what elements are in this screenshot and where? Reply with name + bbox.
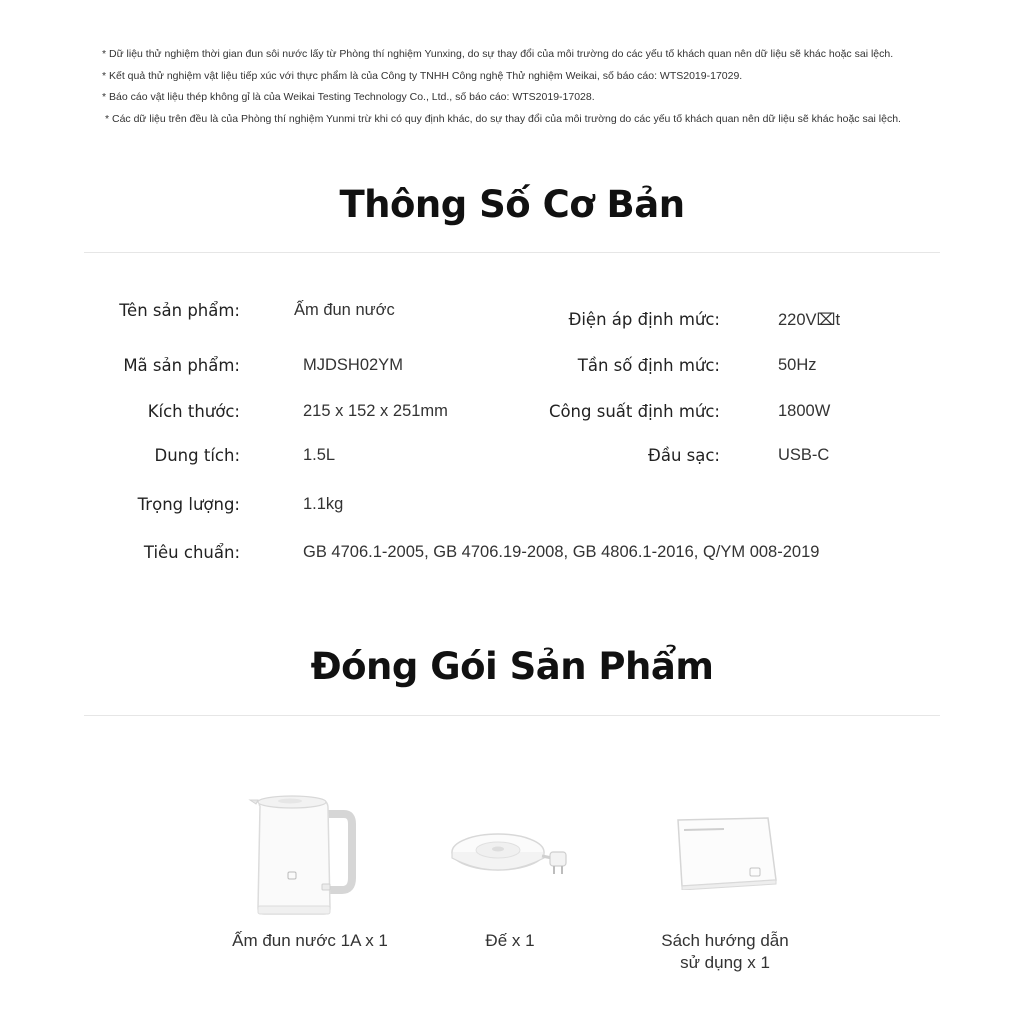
package-title: Đóng Gói Sản Phẩm bbox=[310, 645, 714, 688]
spec-value-capacity: 1.5L bbox=[303, 446, 336, 464]
specs-divider bbox=[84, 252, 940, 253]
footnote: * Dữ liệu thử nghiệm thời gian đun sôi nước lấy từ Phòng thí nghiệm Yunxing, do sự thay đổi của môi trường do các yếu tố khách quan nên dữ liệu sẽ khác hoặc sai lệch. bbox=[102, 48, 894, 60]
spec-label-connector: Đầu sạc: bbox=[648, 446, 720, 465]
spec-label-voltage: Điện áp định mức: bbox=[568, 310, 720, 329]
spec-value-power: 1800W bbox=[778, 402, 831, 420]
footnote: * Các dữ liệu trên đều là của Phòng thí nghiệm Yunmi trừ khi có quy định khác, do sự thay đổi của môi trường do các yếu tố khách quan nên dữ liệu sẽ khác hoặc sai lệch. bbox=[105, 112, 901, 125]
package-caption-manual bbox=[630, 930, 820, 974]
footnote: * Báo cáo vật liệu thép không gỉ là của Weikai Testing Technology Co., Ltd., số báo cáo: WTS2019-17028. bbox=[102, 91, 595, 103]
spec-label-dimensions: Kích thước: bbox=[147, 402, 240, 421]
spec-value-voltage: 220V⌧t bbox=[778, 311, 841, 329]
spec-value-model: MJDSH02YM bbox=[303, 356, 403, 374]
footnotes bbox=[102, 44, 982, 130]
spec-label-standard: Tiêu chuẩn: bbox=[143, 543, 240, 562]
specs-title: Thông Số Cơ Bản bbox=[339, 183, 685, 226]
package-divider bbox=[84, 715, 940, 716]
manual-book-icon bbox=[674, 816, 780, 895]
kettle-base-icon bbox=[448, 822, 576, 887]
spec-label-power: Công suất định mức: bbox=[548, 402, 720, 421]
spec-label-frequency: Tần số định mức: bbox=[577, 356, 720, 375]
spec-value-standard: GB 4706.1-2005, GB 4706.19-2008, GB 4806.1-2016, Q/YM 008-2019 bbox=[303, 543, 820, 561]
spec-label-model: Mã sản phẩm: bbox=[123, 356, 240, 375]
spec-value-product-name: Ấm đun nước bbox=[294, 301, 395, 319]
footnote: * Kết quả thử nghiệm vật liệu tiếp xúc với thực phẩm là của Công ty TNHH Công nghệ Thử nghiệm Weikai, số báo cáo: WTS2019-17029. bbox=[102, 69, 743, 82]
package-caption-manual-line1: Sách hướng dẫn bbox=[661, 931, 789, 950]
spec-value-frequency: 50Hz bbox=[778, 356, 817, 374]
kettle-icon bbox=[248, 790, 360, 923]
spec-value-connector: USB-C bbox=[778, 446, 830, 464]
spec-label-capacity: Dung tích: bbox=[154, 446, 240, 465]
package-caption-base: Đế x 1 bbox=[485, 931, 535, 950]
spec-value-dimensions: 215 x 152 x 251mm bbox=[303, 402, 448, 420]
spec-label-product-name: Tên sản phẩm: bbox=[119, 301, 240, 320]
spec-label-weight: Trọng lượng: bbox=[137, 495, 240, 514]
package-caption-manual-line2: sử dụng x 1 bbox=[680, 953, 770, 972]
package-caption-kettle: Ấm đun nước 1A x 1 bbox=[232, 931, 388, 950]
spec-value-weight: 1.1kg bbox=[303, 495, 344, 513]
